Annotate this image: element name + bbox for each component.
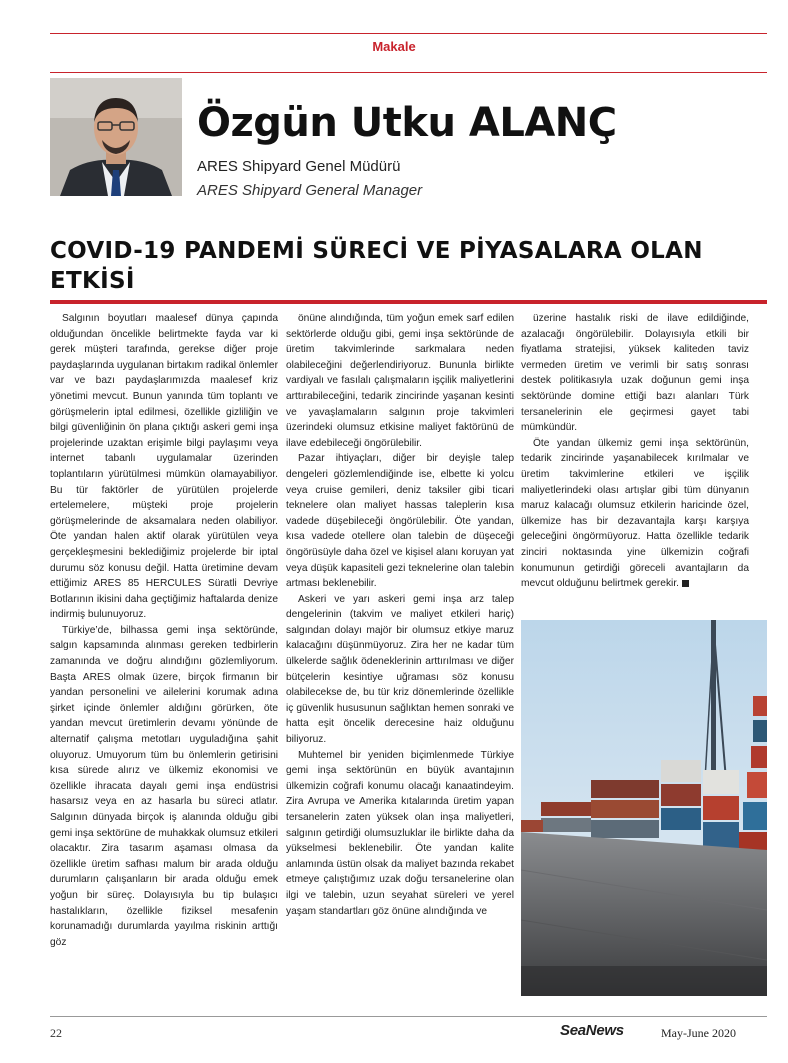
paragraph: Pazar ihtiyaçları, diğer bir deyişle talep dengeleri gözlemlendiğinde ise, elbette ki yolcu veya cruise gemileri, deniz taksiler gibi ticari teknelere olan maliyet hassas taleplerin kısa vadede düşebileceği öngörülebilir. Öte yandan, kısa vadede otellere olan talebin de düşeceği öngörüsüyle daha özel ve kişisel alanı koruyan yat veya düşük kapasiteli gezi teknelerine olan talebin artması beklenebilir. — [286, 453, 514, 590]
article-title: COVID-19 PANDEMİ SÜRECİ VE PİYASALARA OLAN ETKİSİ — [50, 238, 703, 294]
paragraph — [521, 436, 749, 592]
magazine-logo: SeaNews — [560, 1022, 624, 1039]
section-tag: Makale — [372, 39, 416, 54]
author-name: Özgün Utku ALANÇ — [197, 100, 617, 146]
author-portrait — [50, 78, 182, 196]
paragraph-text: Öte yandan ülkemiz gemi inşa sektörünün, tedarik zincirinde yaşanabilecek kırılmalar ve üretim takvimlerine etkileri ve işçilik maliyetlerindeki olası artışlar gibi tüm dünyanın maruz kalacağı olumsuz etkilerin haricinde özel, ülkemize has bir dezavantajla karşı karşıya geleceğini öngörmüyoruz. Hatta özellikle tedarik zinciri noktasında yine ülkemizin coğrafi konumunun getirdiği göreceli avantajların da mevcut olduğunu belirtmek gerekir. — [521, 437, 749, 590]
author-portrait-image — [50, 78, 182, 196]
page-number: 22 — [50, 1026, 62, 1040]
end-of-article-mark — [682, 580, 689, 587]
paragraph: Muhtemel bir yeniden biçimlenmede Türkiye gemi inşa sektörünün en büyük avantajının ülkemizin coğrafi konumu olacağı kanaatindeyim. Zira Avrupa ve Amerika kıtalarında üretim yapan tersanelerin zaten yüksek olan inşa maliyetleri, salgının getirdiği olumsuzluklar ile birlikte daha da yükselmesi beklenebilir. Öte yandan kalite anlamında üstün olsak da maliyet bazında rekabet etmeye çalıştığımız uzak doğu tersanelerine olan ilgi ve talebin, uzun seyahat süreleri ve yerel yaşam standartları göz önüne alındığında ve — [286, 749, 514, 917]
article-column-1 — [50, 311, 278, 1001]
container-port-image — [521, 620, 767, 996]
paragraph: önüne alındığında, tüm yoğun emek sarf edilen sektörlerde olduğu gibi, gemi inşa sektöründe de üretim takvimlerinde sarkmalara neden olabileceğini değerlendiriyoruz. Bununla birlikte vardiyalı ve fasılalı çalışmaların işçilik maliyetlerini arttırabileceğini, tedarik zincirinde yaşanan kesinti ve yavaşlamaların salgının proje takvimleri üzerindeki olumsuz etkisine maliyet faktörünü de ilave edebileceği öngörülebilir. — [286, 313, 514, 449]
article-column-2 — [286, 311, 514, 1001]
author-title-english: ARES Shipyard General Manager — [197, 182, 423, 199]
article-column-3 — [521, 311, 749, 611]
container-port-photo — [521, 620, 767, 996]
paragraph: Salgının boyutları maalesef dünya çapında olduğundan öncelikle belirtmekte fayda var ki gerek müşteri tarafında, gerekse diğer proje paydaşlarında uygulanan birtakım radikal önlemler var ve bazı paydaşlarımızda maalesef kriz yönetimi mevcut. Bunun yanında tüm toplantı ve görüşmelerin iptal edilmesi, özellikle gizliliğin ve bilgi güvenliğinin ön plana çıktığı askeri gemi inşa projelerinde uzaktan erişimle bilgi paylaşımı veya internet tabanlı uygulamalar üzerinden toplantıların yürütülmesi mümkün olamayabiliyor. Bu tür faktörler de yürütülen projelerde ertelemelere, müşteki proje projelerin görüşmelerinde de aksamalara neden olabiliyor. Öte yandan halen aktif olarak yürütülen veya gerçekleşmesini beklediğimiz projelerde bir iptal durumu söz konusu değil. Hatta üretimine devam ettiğimiz ARES 85 HERCULES Süratli Devriye Botlarının ikisini daha geçtiğimiz haftalarda denize indirmiş bulunuyoruz. — [50, 313, 278, 621]
header-bottom-rule — [50, 72, 767, 73]
paragraph: Askeri ve yarı askeri gemi inşa arz talep dengelerinin (takvim ve maliyet etkileri hariç) salgından dolayı majör bir olumsuz etkiye maruz kalacağını düşünmüyoruz. Zira her ne kadar tüm ülkelerde sağlık ödeneklerinin arttırılması ve diğer bütçelerin kesintiye uğraması söz konusu olabilecekse de, bu tür kriz dönemlerinde özellikle iç güvenlik hususunun sağlıktan hemen sonraki ve hatta eşit öncelik derecesine haiz olduğunu biliyoruz. — [286, 593, 514, 746]
issue-date: May-June 2020 — [661, 1026, 736, 1040]
header-top-rule — [50, 33, 767, 34]
footer-rule — [50, 1016, 767, 1017]
paragraph: Türkiye’de, bilhassa gemi inşa sektöründe, salgın kapsamında alınması gereken tedbirlerin zamanında ve doğru alındığını gözlemliyorum. Başta ARES olmak üzere, birçok firmanın bir yandan personelini ve ailelerini korumak adına şirket içinde önlemler aldığını görürken, öte yandan mevcut üretimlerin devamı yönünde de alternatif çalışma metotları uyguladığına şahit oluyoruz. Umuyorum tüm bu önlemlerin getirisini kısa sürede alırız ve ülkemiz ekonomisi ve özellikle ihracata dayalı gemi inşa endüstrisi hasarsız veya en az hasarla bu süreci atlatır. Salgının dünyada birçok iş alanında olduğu gibi gemi inşa sektörüne de muhakkak olumsuz etkileri olacaktır. Zira tasarım aşaması olmasa da özellikle üretim safhası malum bir arada olduğu durumların çalışanların bir arada olduğu emek yoğun bir süreç. Dolayısıyla bu tip bulaşıcı hastalıkların, özellikle fiziksel mesafenin korunamadığı durumlarda yayılma riskinin arttığı göz — [50, 624, 278, 948]
author-title-turkish: ARES Shipyard Genel Müdürü — [197, 158, 401, 175]
title-rule — [50, 300, 767, 304]
paragraph: üzerine hastalık riski de ilave edildiğinde, azalacağı öngörülebilir. Dolayısıyla etkili bir fiyatlama stratejisi, yüksek kaliteden taviz vermeden üretim ve verimli bir satış sonrası destek politikasıyla uzak doğunun gemi inşa sektöründe domine ettiği bazı alanları Türk tersanelerinin ele geçirmesi gayet tabi mümkündür. — [521, 313, 749, 434]
